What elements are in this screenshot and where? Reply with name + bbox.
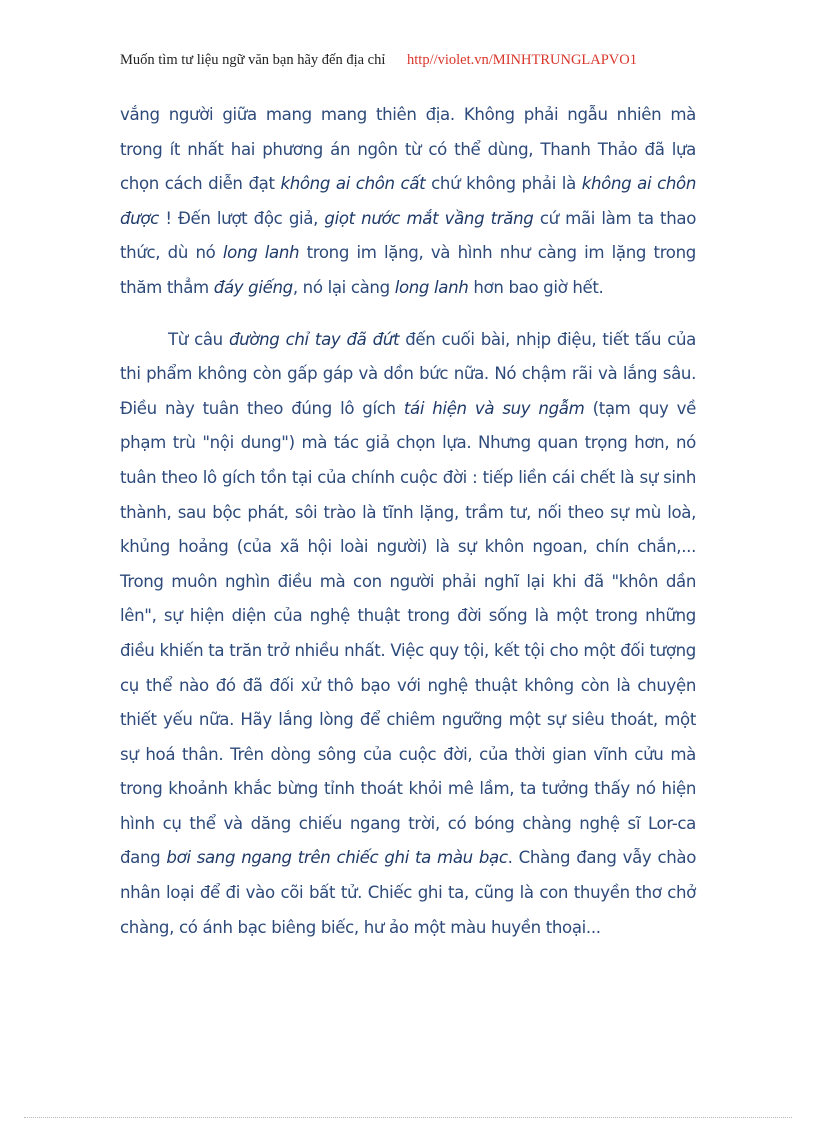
text-run: . Chàng đang vẫy chào nhân loại để đi vào cõi bất tử. Chiếc ghi ta, cũng là con thuyền thơ chở chàng, có ánh bạc biêng biếc, hư ảo một màu huyền thoại... — [120, 848, 697, 937]
header-link[interactable]: http//violet.vn/MINHTRUNGLAPVO1 — [407, 52, 637, 68]
text-run: đến cuối bài, nhịp điệu, tiết tấu của thi phẩm không còn gấp gáp và dồn bức nữa. Nó chậm rãi và lắng sâu. Điều này tuân theo đúng lô gích — [120, 329, 697, 418]
emphasized-phrase: đáy giếng — [213, 277, 293, 297]
paragraph-2 — [120, 323, 696, 946]
page-header — [120, 52, 720, 69]
text-run: (tạm quy về phạm trù "nội dung") mà tác giả chọn lựa. Nhưng quan trọng hơn, nó tuân theo lô gích tồn tại của chính cuộc đời : tiếp liền cái chết là sự sinh thành, sau bộc phát, sôi trào là tĩnh lặng, trầm tư, nối theo sự mù loà, khủng hoảng (của xã hội loài người) là sự khôn ngoan, chín chắn,... Trong muôn nghìn điều mà con người phải nghĩ lại khi đã "khôn dần lên", sự hiện diện của nghệ thuật trong đời sống là một trong những điều khiến ta trăn trở nhiều nhất. Việc quy tội, kết tội cho một đối tượng cụ thể nào đó đã đối xử thô bạo với nghệ thuật không còn là chuyện thiết yếu nữa. Hãy lắng lòng để chiêm ngưỡng một sự siêu thoát, một sự hoá thân. Trên dòng sông của cuộc đời, của thời gian vĩnh cửu mà trong khoảnh khắc bừng tỉnh thoát khỏi mê lầm, ta tưởng thấy nó hiện hình cụ thể và dăng chiếu ngang trời, có bóng chàng nghệ sĩ Lor-ca đang — [120, 398, 696, 868]
header-text: Muốn tìm tư liệu ngữ văn bạn hãy đến địa chỉ — [120, 52, 386, 68]
page-bottom-rule — [24, 1117, 792, 1118]
emphasized-phrase: long lanh — [394, 277, 469, 297]
document-body — [120, 98, 696, 945]
text-run: chứ không phải là — [425, 174, 582, 194]
emphasized-phrase: long lanh — [222, 243, 300, 263]
emphasized-phrase: giọt nước mắt vầng trăng — [324, 208, 534, 228]
text-run: cứ mãi làm ta thao thức, dù nó — [120, 208, 696, 263]
text-run: trong im lặng, và hình như càng im lặng trong thăm thẳm — [120, 243, 696, 297]
text-run: vắng người giữa mang mang thiên địa. Không phải ngẫu nhiên mà trong ít nhất hai phương án ngôn từ có thể dùng, Thanh Thảo đã lựa chọn cách diễn đạt — [120, 105, 696, 194]
paragraph-1 — [120, 98, 696, 306]
emphasized-phrase: đường chỉ tay đã đứt — [228, 329, 400, 349]
text-run: hơn bao giờ hết. — [468, 277, 604, 297]
text-run: ! Đến lượt độc giả, — [158, 208, 325, 228]
emphasized-phrase: không ai chôn cất — [280, 174, 426, 194]
text-run: Từ câu — [168, 329, 229, 349]
text-run: , nó lại càng — [292, 277, 395, 297]
emphasized-phrase: tái hiện và suy ngẫm — [403, 398, 585, 418]
emphasized-phrase: bơi sang ngang trên chiếc ghi ta màu bạc — [166, 848, 508, 868]
emphasized-phrase: không ai chôn được — [120, 174, 696, 228]
